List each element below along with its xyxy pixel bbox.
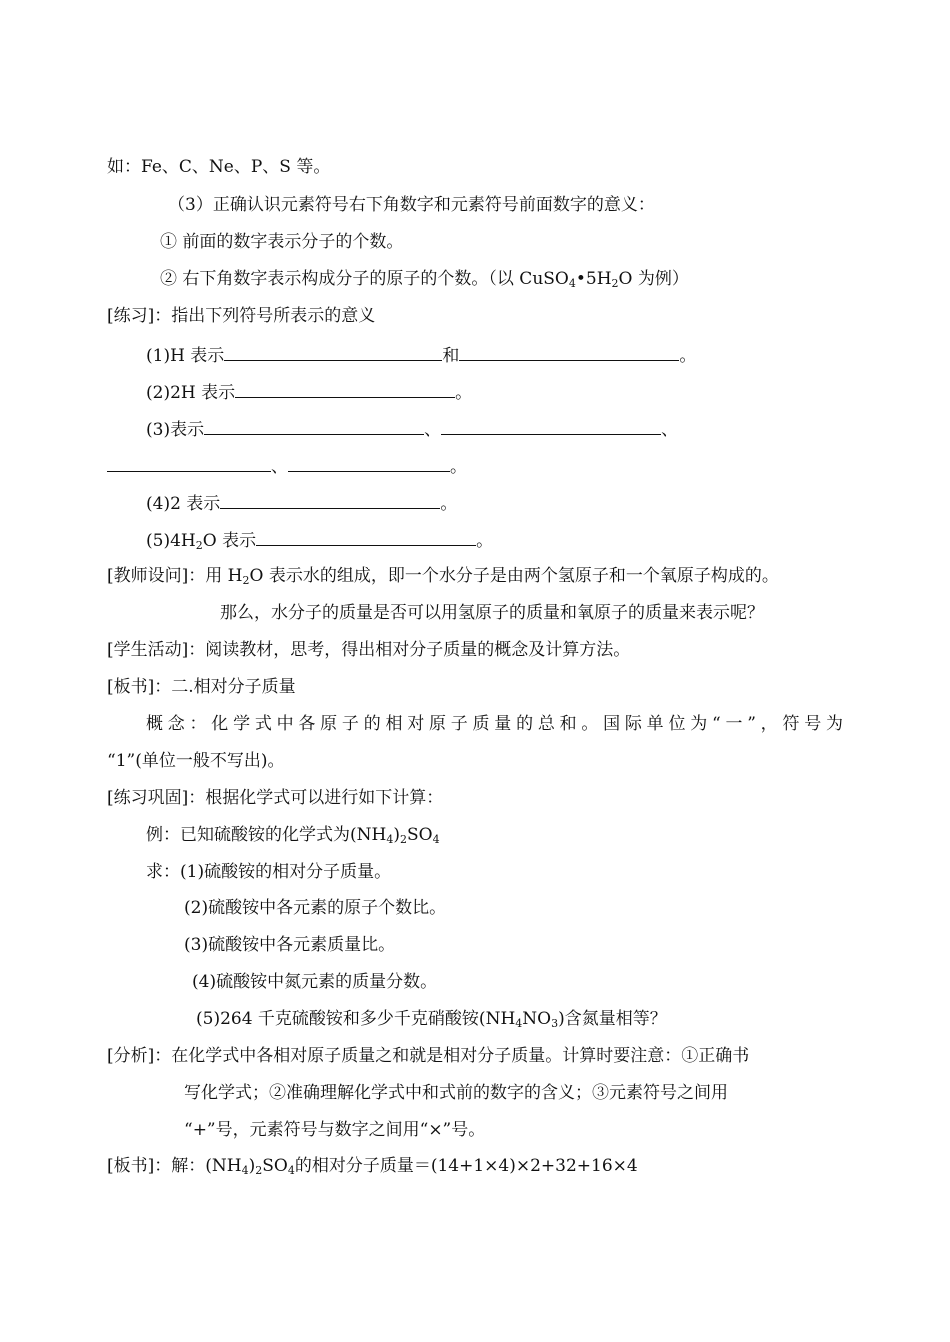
answer-blank[interactable] — [441, 417, 661, 435]
subscript: 4 — [386, 833, 394, 846]
answer-blank[interactable] — [204, 417, 424, 435]
text-line — [107, 565, 779, 587]
text-segment: 、 — [661, 420, 679, 440]
answer-blank[interactable] — [256, 528, 476, 546]
subscript: 3 — [551, 1017, 559, 1030]
answer-blank[interactable] — [235, 380, 455, 398]
text-line: ① 前面的数字表示分子的个数。 — [160, 232, 404, 252]
text-segment: 。 — [450, 457, 467, 477]
text-line: 如：Fe、C、Ne、P、S 等。 — [107, 157, 331, 177]
exercise-line — [146, 528, 493, 552]
text-segment: O 表示水的组成，即一个水分子是由两个氢原子和一个氧原子构成的。 — [249, 566, 779, 586]
text-line — [107, 1155, 638, 1177]
answer-blank[interactable] — [224, 343, 442, 361]
text-segment: ) — [393, 825, 400, 845]
subscript: 2 — [399, 833, 407, 846]
text-segment: (3)表示 — [146, 420, 205, 440]
text-line: 那么，水分子的质量是否可以用氢原子的质量和氧原子的质量来表示呢？ — [220, 603, 764, 623]
text-line — [160, 268, 689, 290]
text-line: (2)硫酸铵中各元素的原子个数比。 — [184, 898, 447, 918]
subscript: 4 — [515, 1017, 523, 1030]
text-segment: O 表示 — [202, 531, 257, 551]
text-line: 求：(1)硫酸铵的相对分子质量。 — [146, 862, 392, 882]
subscript: 4 — [568, 277, 576, 290]
text-segment: 、 — [424, 420, 442, 440]
text-line: (4)硫酸铵中氮元素的质量分数。 — [192, 972, 438, 992]
text-line: （3）正确认识元素符号右下角数字和元素符号前面数字的意义： — [168, 195, 655, 215]
text-segment: (5)264 千克硫酸铵和多少千克硝酸铵(NH — [196, 1009, 516, 1029]
text-segment: 的相对分子质量＝(14+1×4)×2+32+16×4 — [294, 1156, 638, 1176]
exercise-line — [146, 380, 472, 404]
text-segment: 例：已知硫酸铵的化学式为(NH — [146, 825, 387, 845]
subscript: 4 — [241, 1164, 249, 1177]
text-segment: ② 右下角数字表示构成分子的原子的个数。（以 CuSO — [160, 269, 569, 289]
exercise-line — [146, 343, 696, 367]
subscript: 2 — [255, 1164, 263, 1177]
text-segment: (2)2H 表示 — [146, 383, 236, 403]
text-line: [学生活动]：阅读教材，思考，得出相对分子质量的概念及计算方法。 — [107, 640, 631, 660]
subscript: 2 — [242, 574, 250, 587]
text-segment: [教师设问]：用 H — [107, 566, 243, 586]
text-segment: [板书]：解：(NH — [107, 1156, 242, 1176]
text-segment: •5H — [575, 269, 612, 289]
text-segment: )含氮量相等？ — [558, 1009, 667, 1029]
subscript: 2 — [195, 539, 203, 552]
text-line: (3)硫酸铵中各元素质量比。 — [184, 935, 396, 955]
text-segment: 。 — [476, 531, 494, 551]
section-heading: [练习巩固]：根据化学式可以进行如下计算： — [107, 788, 444, 808]
text-line — [146, 824, 440, 846]
text-line: “1”(单位一般不写出)。 — [107, 751, 285, 771]
exercise-line — [146, 491, 457, 515]
text-line: “+”号，元素符号与数字之间用“×”号。 — [184, 1120, 486, 1140]
text-segment: NO — [522, 1009, 552, 1029]
answer-blank[interactable] — [288, 454, 450, 472]
text-segment: 。 — [679, 346, 697, 366]
text-segment: (4)2 表示 — [146, 494, 221, 514]
text-segment: O 为例） — [618, 269, 689, 289]
text-segment: (1)H 表示 — [146, 346, 225, 366]
text-segment: 、 — [271, 457, 288, 477]
answer-blank[interactable] — [220, 491, 440, 509]
answer-blank[interactable] — [459, 343, 679, 361]
text-segment: 和 — [442, 346, 460, 366]
text-segment: SO — [406, 825, 433, 845]
text-line: 概念：化学式中各原子的相对原子质量的总和。国际单位为“一”，符号为 — [146, 714, 843, 734]
section-heading: [板书]：二.相对分子质量 — [107, 677, 296, 697]
subscript: 4 — [287, 1164, 295, 1177]
text-line: [分析]：在化学式中各相对原子质量之和就是相对分子质量。计算时要注意：①正确书 — [107, 1046, 750, 1066]
answer-blank[interactable] — [107, 454, 271, 472]
text-line — [196, 1008, 667, 1030]
text-segment: SO — [262, 1156, 288, 1176]
text-line: 写化学式；②准确理解化学式中和式前的数字的含义；③元素符号之间用 — [184, 1083, 728, 1103]
text-segment: 。 — [440, 494, 458, 514]
subscript: 4 — [432, 833, 440, 846]
exercise-line — [107, 454, 467, 478]
section-heading: [练习]：指出下列符号所表示的意义 — [107, 306, 376, 326]
subscript: 2 — [611, 277, 619, 290]
text-segment: ) — [248, 1156, 256, 1176]
exercise-line — [146, 417, 678, 441]
text-segment: (5)4H — [146, 531, 196, 551]
text-segment: 。 — [455, 383, 473, 403]
